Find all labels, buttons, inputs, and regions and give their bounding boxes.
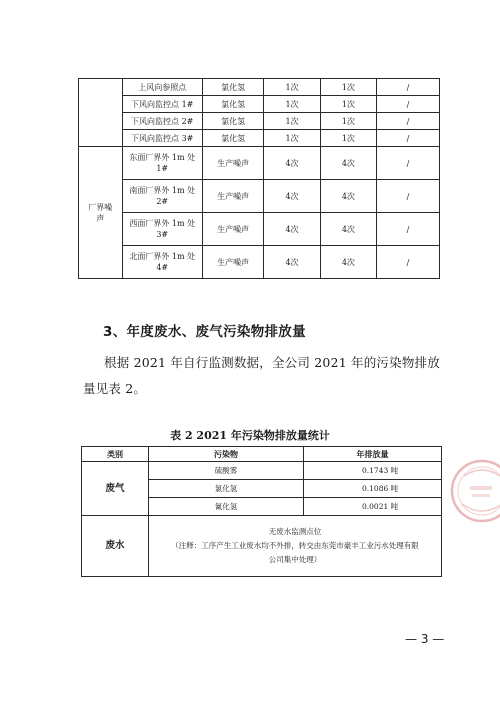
monitoring-point: [122, 147, 202, 180]
table-row: [79, 180, 440, 213]
monitoring-point: [122, 180, 202, 213]
monitoring-point: 下风向监控点 2#: [122, 113, 202, 130]
monitoring-item: 氯化氢: [202, 113, 264, 130]
monitoring-item: 生产噪声: [202, 213, 264, 246]
point-line1: 西面厂界外 1m 处: [129, 219, 196, 228]
frequency-a: 4次: [264, 213, 320, 246]
table-caption: 表 2 2021 年污染物排放量统计: [170, 429, 330, 442]
category-cell-gas: [79, 79, 123, 147]
monitoring-item: 氯化氢: [202, 130, 264, 147]
monitoring-point: [122, 246, 202, 279]
pollutant-cell: 硫酸雾: [149, 462, 304, 480]
section-heading: 3、年度废水、废气污染物排放量: [103, 324, 306, 340]
monitoring-item: 生产噪声: [202, 147, 264, 180]
category-waste-gas: 废气: [82, 462, 149, 516]
frequency-b: 1次: [320, 79, 376, 96]
pollutant-cell: 氰化氢: [149, 498, 304, 516]
page-number: — 3 —: [405, 632, 445, 646]
table-row: [79, 96, 440, 113]
note-cell: /: [377, 113, 440, 130]
category-waste-water: 废水: [82, 516, 149, 577]
emissions-table: [81, 446, 442, 577]
frequency-b: 4次: [320, 213, 376, 246]
table-row: [79, 147, 440, 180]
monitoring-frequency-table: [78, 78, 440, 279]
company-seal-stamp: [446, 446, 500, 536]
note-cell: /: [377, 213, 440, 246]
header-amount: 年排放量: [304, 447, 442, 462]
monitoring-point: 上风向参照点: [122, 79, 202, 96]
table-header-row: [82, 447, 442, 462]
waste-water-line1: 无废水监测点位: [268, 527, 322, 536]
point-line2: 4#: [156, 263, 169, 272]
frequency-b: 1次: [320, 113, 376, 130]
note-cell: /: [377, 147, 440, 180]
monitoring-item: 氯化氢: [202, 96, 264, 113]
note-cell: /: [377, 246, 440, 279]
frequency-a: 4次: [264, 147, 320, 180]
category-cell-noise: [79, 147, 123, 279]
point-line1: 北面厂界外 1m 处: [129, 252, 196, 261]
table-row: [79, 213, 440, 246]
frequency-b: 4次: [320, 180, 376, 213]
monitoring-item: 生产噪声: [202, 180, 264, 213]
table-row: [82, 516, 442, 577]
frequency-b: 4次: [320, 147, 376, 180]
frequency-a: 1次: [264, 79, 320, 96]
amount-cell: 0.1743 吨: [304, 462, 442, 480]
monitoring-item: 氯化氢: [202, 79, 264, 96]
point-line2: 3#: [156, 230, 169, 239]
pollutant-cell: 氯化氢: [149, 480, 304, 498]
category-label-line2: 声: [96, 213, 105, 223]
note-cell: /: [377, 180, 440, 213]
monitoring-item: 生产噪声: [202, 246, 264, 279]
frequency-a: 4次: [264, 246, 320, 279]
monitoring-point: 下风向监控点 1#: [122, 96, 202, 113]
point-line1: 南面厂界外 1m 处: [129, 186, 196, 195]
point-line1: 东面厂界外 1m 处: [129, 153, 196, 162]
table-row: [79, 113, 440, 130]
note-cell: /: [377, 96, 440, 113]
frequency-b: 4次: [320, 246, 376, 279]
point-line2: 2#: [156, 197, 169, 206]
monitoring-point: 下风向监控点 3#: [122, 130, 202, 147]
amount-cell: 0.0021 吨: [304, 498, 442, 516]
waste-water-line2: （注释：工序产生工业废水均不外排，转交由东莞市豪丰工业污水处理有限: [171, 541, 419, 550]
header-category: 类别: [82, 447, 149, 462]
amount-cell: 0.1086 吨: [304, 480, 442, 498]
table-row: [79, 130, 440, 147]
frequency-a: 4次: [264, 180, 320, 213]
table-row: [79, 246, 440, 279]
note-cell: /: [377, 130, 440, 147]
category-label-line1: 厂界噪: [88, 202, 113, 212]
waste-water-note: [149, 516, 442, 577]
body-paragraph: 根据 2021 年自行监测数据，全公司 2021 年的污染物排放量见表 2。: [83, 355, 440, 396]
note-cell: /: [377, 79, 440, 96]
header-pollutant: 污染物: [149, 447, 304, 462]
waste-water-line3: 公司集中处理）: [268, 555, 322, 564]
frequency-a: 1次: [264, 130, 320, 147]
table-row: [82, 462, 442, 480]
table-row: [79, 79, 440, 96]
frequency-b: 1次: [320, 130, 376, 147]
frequency-b: 1次: [320, 96, 376, 113]
frequency-a: 1次: [264, 96, 320, 113]
monitoring-point: [122, 213, 202, 246]
frequency-a: 1次: [264, 113, 320, 130]
point-line2: 1#: [156, 164, 169, 173]
